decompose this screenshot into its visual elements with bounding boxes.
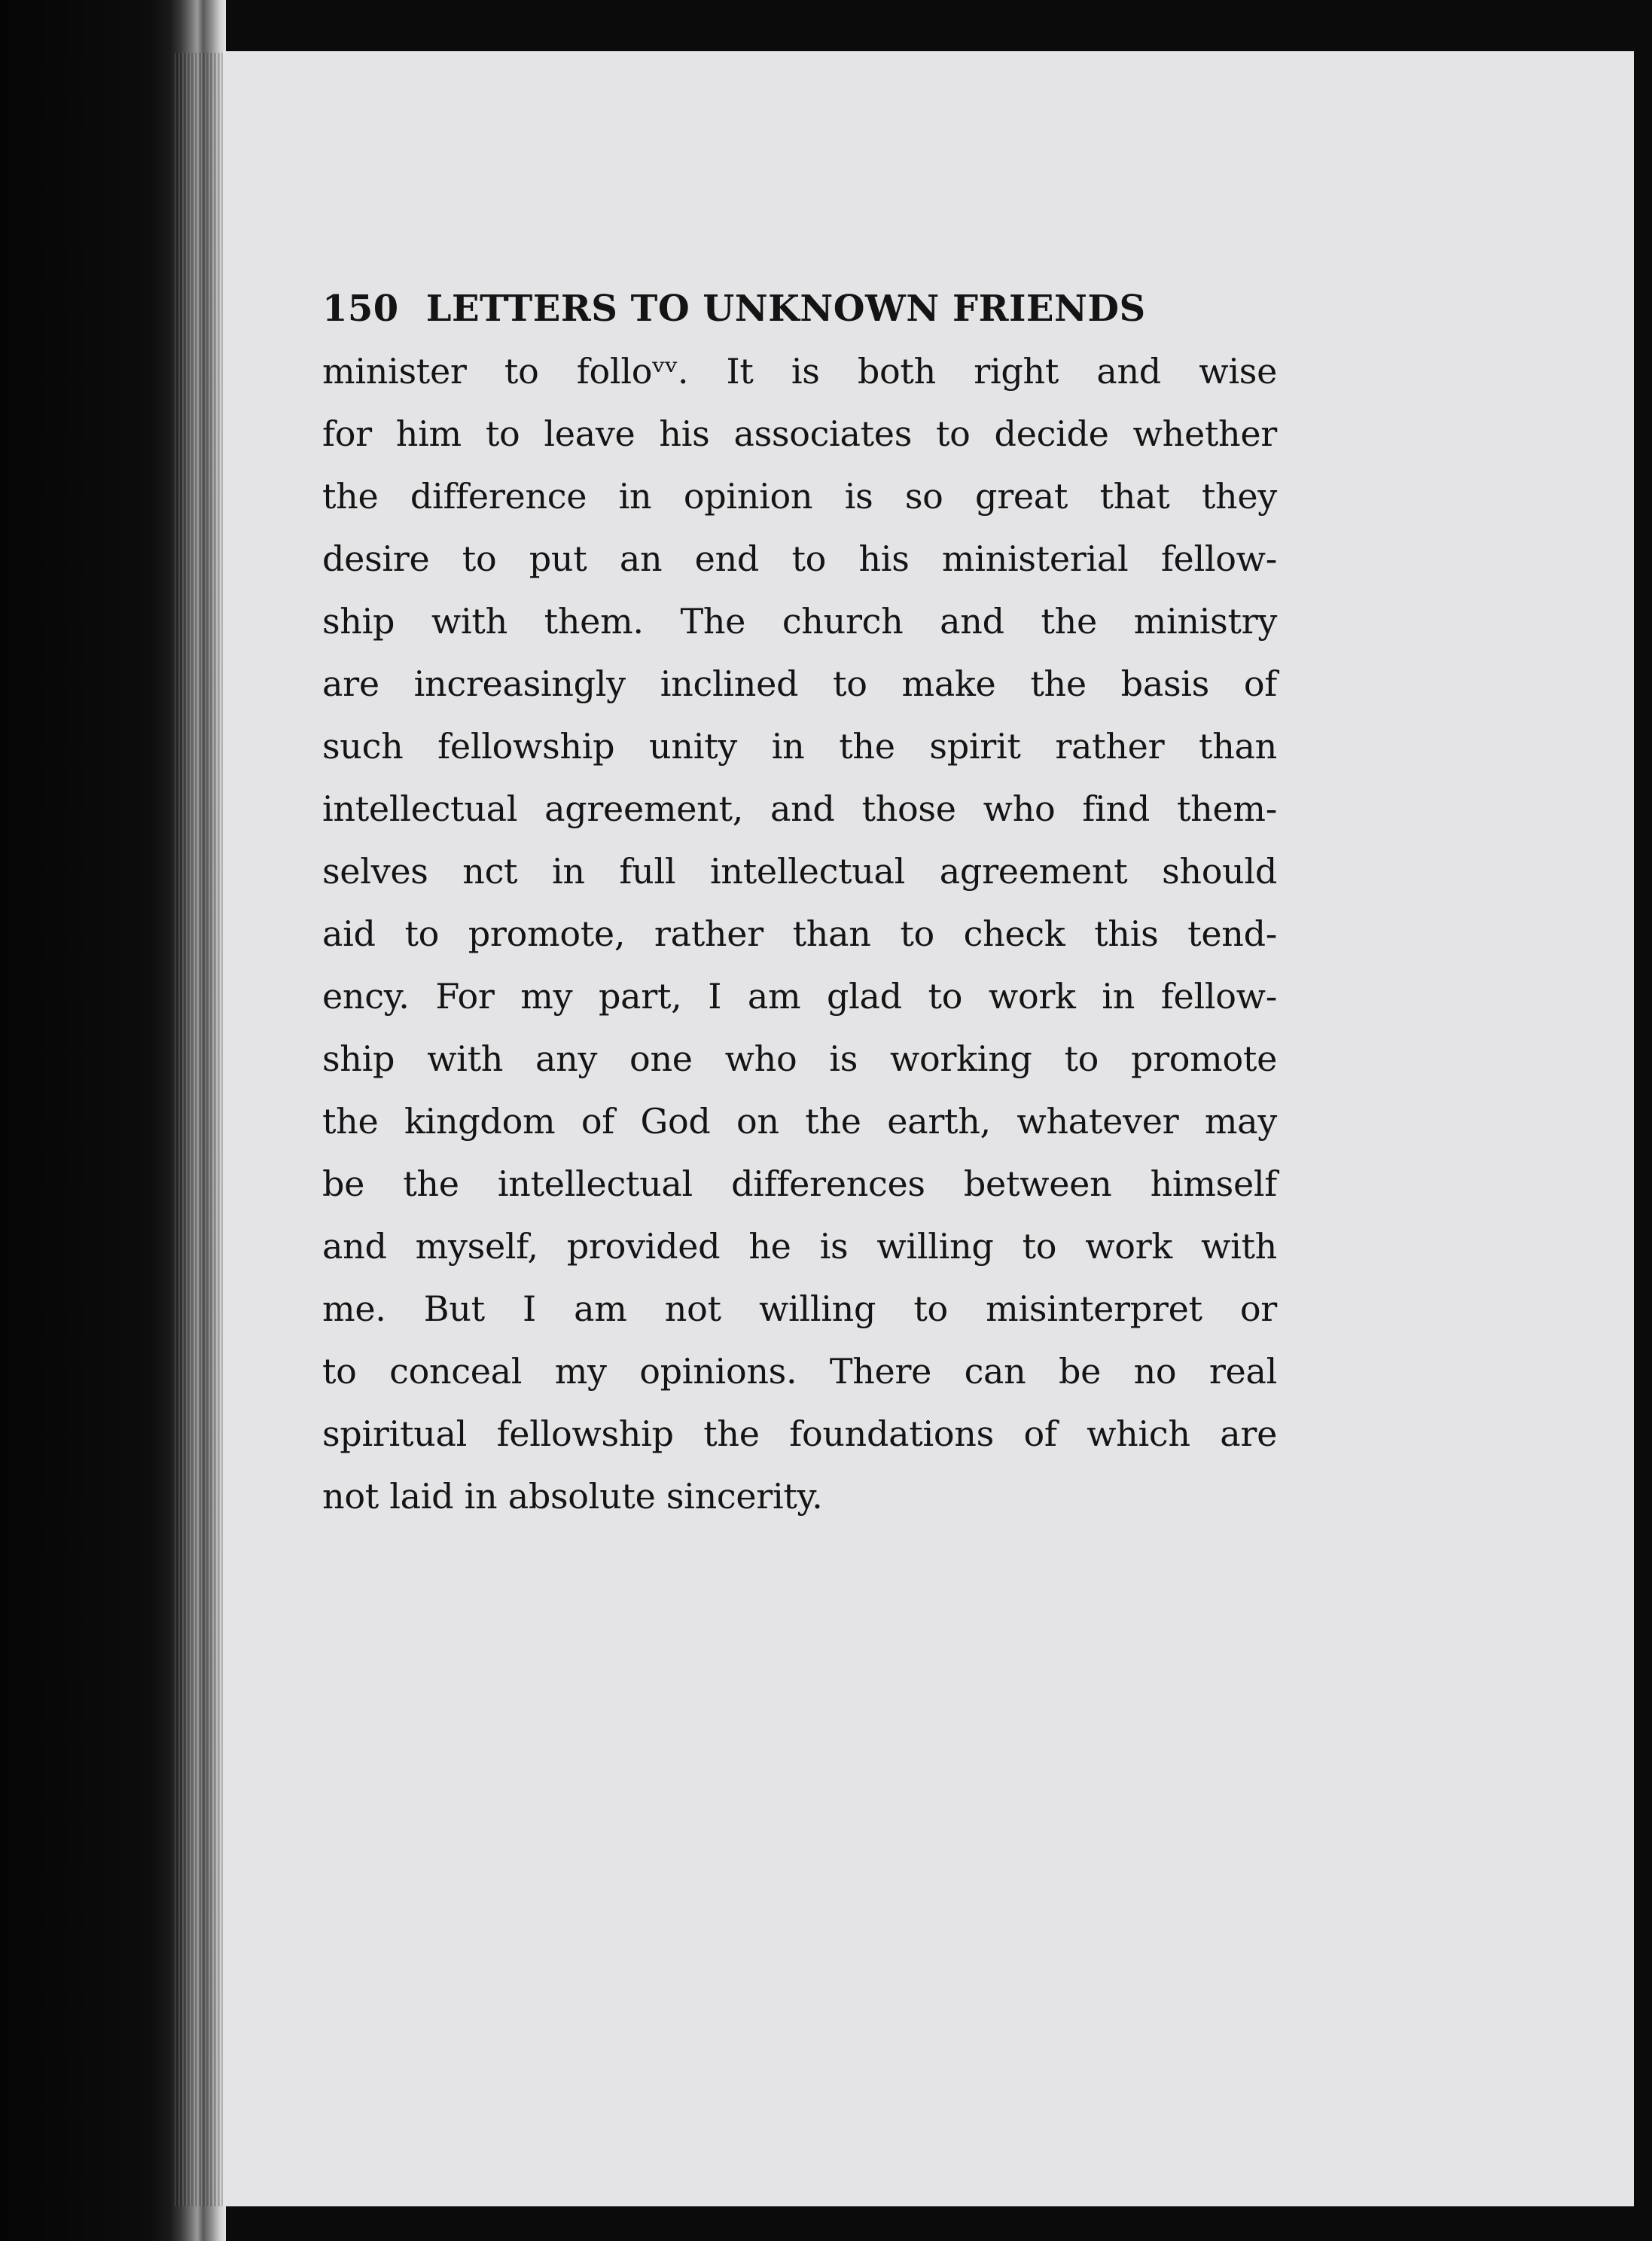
text-line: be the intellectual differences between himself	[322, 1163, 1277, 1204]
text-line: ship with them. The church and the ministry	[322, 601, 1277, 642]
text-line: and myself, provided he is willing to work with	[322, 1226, 1277, 1267]
page-number: 150	[322, 288, 399, 330]
text-line: minister to folloᵛᵛ. It is both right and wise	[322, 351, 1277, 392]
text-line: the kingdom of God on the earth, whatever may	[322, 1101, 1277, 1142]
text-line: intellectual agreement, and those who find them-	[322, 788, 1277, 829]
text-line: are increasingly inclined to make the basis of	[322, 663, 1277, 704]
body-paragraph	[322, 340, 1277, 1528]
text-line: ency. For my part, I am glad to work in fellow-	[322, 976, 1277, 1017]
text-line: desire to put an end to his ministerial fellow-	[322, 538, 1277, 579]
text-line: spiritual fellowship the foundations of which are	[322, 1413, 1277, 1454]
text-block	[322, 277, 1277, 1528]
text-line: aid to promote, rather than to check this tend-	[322, 913, 1277, 954]
running-head	[322, 277, 1277, 340]
text-line: selves nct in full intellectual agreement should	[322, 851, 1277, 892]
text-line-last: not laid in absolute sincerity.	[322, 1476, 823, 1517]
text-line: ship with any one who is working to promote	[322, 1038, 1277, 1079]
text-line: the difference in opinion is so great that they	[322, 476, 1277, 517]
text-line: such fellowship unity in the spirit rather than	[322, 726, 1277, 767]
text-line: to conceal my opinions. There can be no real	[322, 1351, 1277, 1392]
running-title: LETTERS TO UNKNOWN FRIENDS	[425, 288, 1146, 330]
book-binding-edge	[0, 0, 226, 2241]
text-line: me. But I am not willing to misinterpret or	[322, 1288, 1277, 1329]
text-line: for him to leave his associates to decide whether	[322, 413, 1277, 454]
